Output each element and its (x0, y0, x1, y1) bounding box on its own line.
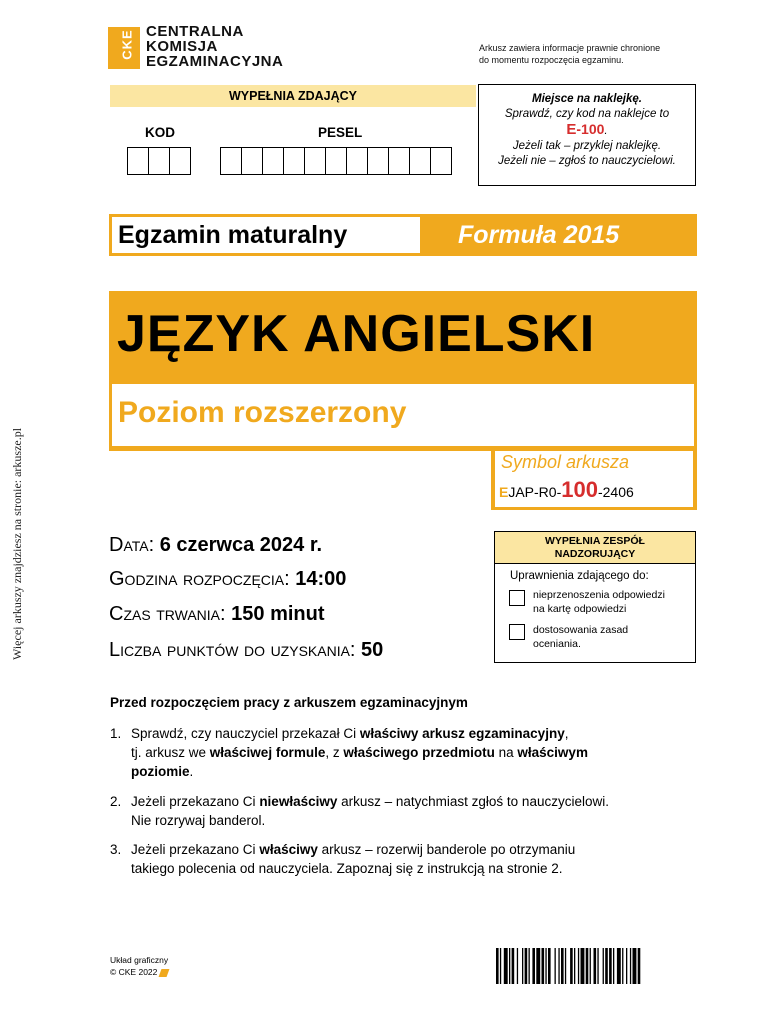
pesel-cell[interactable] (367, 147, 389, 175)
subject-title: JĘZYK ANGIELSKI (117, 305, 596, 363)
barcode-bar (581, 948, 585, 984)
kod-input[interactable] (127, 147, 190, 175)
pesel-cell[interactable] (325, 147, 347, 175)
pesel-cell[interactable] (241, 147, 263, 175)
barcode-bar (574, 948, 575, 984)
pesel-cell[interactable] (283, 147, 305, 175)
barcode-bar (597, 948, 598, 984)
detail-start-time: Godzina rozpoczęcia: 14:00 (109, 568, 347, 590)
instruction-item: 3. Jeżeli przekazano Ci właściwy arkusz – rozerwij banderole po otrzymaniu takiego polecenia od nauczyciela. Zapoznaj się z instrukcją na stronie 2. (110, 842, 576, 876)
barcode-bar (529, 948, 530, 984)
detail-date: Data: 6 czerwca 2024 r. (109, 534, 323, 556)
barcode-bar (496, 948, 499, 984)
pesel-cell[interactable] (430, 147, 452, 175)
barcode-bar (638, 948, 641, 984)
barcode-bar (500, 948, 501, 984)
side-note: Więcej arkuszy znajdziesz na stronie: arkusze.pl (10, 427, 24, 660)
cke-logo-mark: CKE (108, 27, 140, 69)
kod-cell[interactable] (148, 147, 170, 175)
barcode-bar (525, 948, 528, 984)
barcode-bar (605, 948, 608, 984)
barcode-bar (633, 948, 637, 984)
barcode-bar (561, 948, 564, 984)
barcode-bar (626, 948, 627, 984)
barcode-bar (509, 948, 510, 984)
pesel-cell[interactable] (388, 147, 410, 175)
legal-note: Arkusz zawiera informacje prawnie chronione do momentu rozpoczęcia egzaminu. (479, 43, 661, 65)
barcode-bar (522, 948, 523, 984)
barcode-bar (504, 948, 508, 984)
pesel-label: PESEL (318, 125, 363, 140)
footer: Układ graficzny © CKE 2022 (110, 955, 169, 977)
barcode-bar (594, 948, 597, 984)
barcode-bar (542, 948, 545, 984)
checkbox-adjusted-grading-label: dostosowania zasad oceniania. (533, 624, 629, 650)
pesel-cell[interactable] (346, 147, 368, 175)
footer-copyright: © CKE 2022 (110, 966, 168, 978)
pesel-cell[interactable] (409, 147, 431, 175)
pesel-cell[interactable] (220, 147, 242, 175)
barcode-bar (630, 948, 631, 984)
barcode-bar (545, 948, 546, 984)
barcode-bar (622, 948, 623, 984)
cke-mini-logo-icon (158, 969, 169, 977)
kod-label: KOD (145, 125, 175, 140)
symbol-label: Symbol arkusza (501, 452, 630, 472)
symbol-code: E JAP-R0- 100 -2406 (499, 477, 634, 502)
barcode-bar (590, 948, 591, 984)
barcode-bar (536, 948, 540, 984)
pesel-cell[interactable] (304, 147, 326, 175)
kod-cell[interactable] (169, 147, 191, 175)
barcode-bar (586, 948, 589, 984)
supervisor-subtitle: Uprawnienia zdającego do: (510, 570, 649, 582)
checkbox-no-transfer-label: nieprzenoszenia odpowiedzi na kartę odpowiedzi (533, 589, 665, 615)
barcode-bar (512, 948, 515, 984)
barcode-bar (570, 948, 573, 984)
barcode-bar (617, 948, 621, 984)
checkbox-adjusted-grading[interactable] (509, 624, 525, 640)
barcode-bar (548, 948, 551, 984)
detail-duration: Czas trwania: 150 minut (109, 603, 325, 625)
cke-logo-text: CENTRALNA KOMISJA EGZAMINACYJNA (146, 23, 284, 70)
subject-level: Poziom rozszerzony (118, 396, 407, 429)
exam-formula: Formuła 2015 (458, 221, 620, 249)
kod-cell[interactable] (127, 147, 149, 175)
barcode-bar (578, 948, 579, 984)
sticker-box: Miejsce na naklejkę. Sprawdź, czy kod na naklejce to E-100. Jeżeli tak – przyklej naklejkę. Jeżeli nie – zgłoś to nauczycielowi. (478, 84, 696, 186)
candidate-header: WYPEŁNIA ZDAJĄCY (110, 85, 476, 107)
supervisor-header: WYPEŁNIA ZESPÓŁ NADZORUJĄCY (495, 532, 695, 564)
pesel-input[interactable] (220, 147, 451, 175)
barcode-bar (532, 948, 535, 984)
exam-name: Egzamin maturalny (112, 217, 420, 253)
barcode-icon (496, 948, 690, 984)
instruction-item: 1. Sprawdź, czy nauczyciel przekazał Ci właściwy arkusz egzaminacyjny, tj. arkusz we właściwej formule, z właściwego przedmiotu na właściwym poziomie. (110, 726, 588, 779)
barcode-bar (613, 948, 614, 984)
instruction-item: 2. Jeżeli przekazano Ci niewłaściwy arkusz – natychmiast zgłoś to nauczycielowi. Nie rozrywaj banderol. (110, 794, 609, 828)
pesel-cell[interactable] (262, 147, 284, 175)
instructions-heading: Przed rozpoczęciem pracy z arkuszem egzaminacyjnym (110, 695, 468, 710)
barcode-bar (558, 948, 559, 984)
barcode-bar (555, 948, 556, 984)
barcode-bar (565, 948, 566, 984)
barcode-bar (603, 948, 604, 984)
barcode-bar (517, 948, 518, 984)
checkbox-no-transfer[interactable] (509, 590, 525, 606)
detail-points: Liczba punktów do uzyskania: 50 (109, 639, 384, 661)
barcode-bar (609, 948, 612, 984)
sticker-code: E-100. (566, 121, 608, 138)
